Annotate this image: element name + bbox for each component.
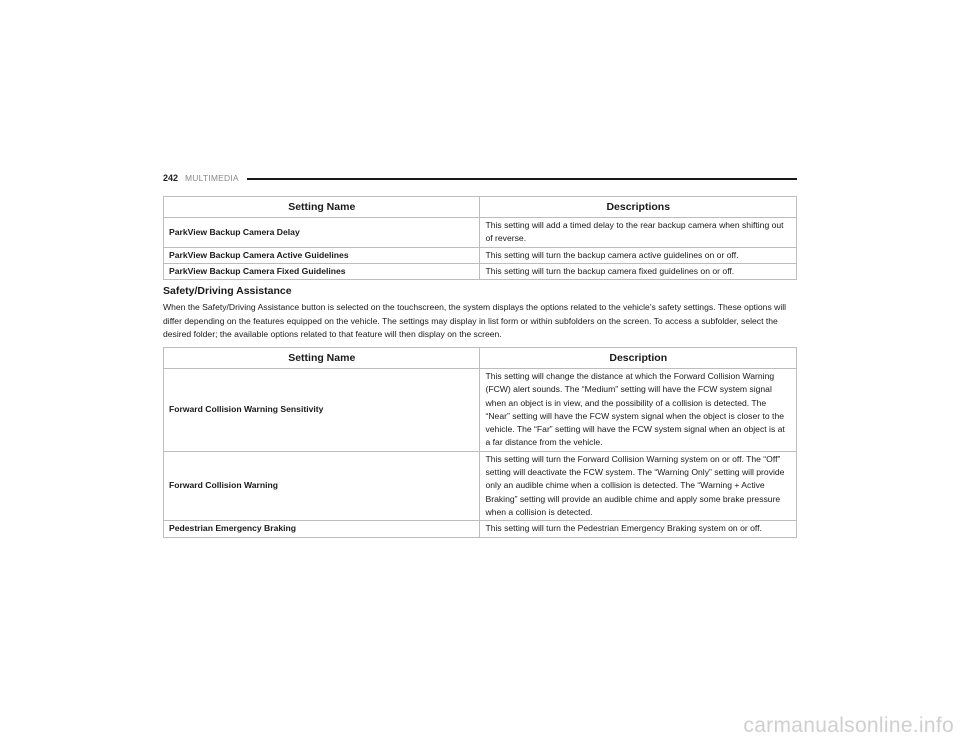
- column-header-description: Description: [480, 348, 797, 369]
- site-watermark: carmanualsonline.info: [743, 714, 954, 737]
- section-heading: Safety/Driving Assistance: [163, 285, 292, 297]
- column-header-setting-name: Setting Name: [164, 197, 480, 218]
- table-row: [164, 218, 797, 248]
- table-row: [164, 247, 797, 263]
- section-paragraph: When the Safety/Driving Assistance button is selected on the touchscreen, the system displays the options related to the vehicle’s safety settings. These options will differ depending on the features equipped on the vehicle. The settings may display in list form or within subfolders on the screen. To access a subfolder, select the desired folder; the available options related to that feature will then display on the screen.: [163, 302, 787, 339]
- setting-description-cell: This setting will change the distance at which the Forward Collision Warning (FCW) alert sounds. The “Medium” setting will have the FCW system signal when an object is in view, and the possibility of a collision is detected. The “Near” setting will have the FCW system signal when the object is closer to the vehicle. The “Far” setting will have the FCW system signal when an object is at a far distance from the vehicle.: [480, 369, 797, 452]
- column-header-descriptions: Descriptions: [480, 197, 797, 218]
- setting-description-cell: This setting will turn the backup camera fixed guidelines on or off.: [480, 263, 797, 279]
- setting-name-cell: Forward Collision Warning: [164, 451, 480, 520]
- table-row: [164, 451, 797, 520]
- setting-description-cell: This setting will turn the backup camera active guidelines on or off.: [480, 247, 797, 263]
- column-header-setting-name: Setting Name: [164, 348, 480, 369]
- setting-name-cell: Forward Collision Warning Sensitivity: [164, 369, 480, 452]
- section-name: MULTIMEDIA: [185, 173, 239, 183]
- setting-description-cell: This setting will add a timed delay to the rear backup camera when shifting out of reverse.: [480, 218, 797, 248]
- setting-name-cell: ParkView Backup Camera Delay: [164, 218, 480, 248]
- header-rule: [247, 178, 797, 180]
- table-header-row: [164, 348, 797, 369]
- setting-description-cell: This setting will turn the Forward Collision Warning system on or off. The “Off” setting will deactivate the FCW system. The “Warning Only” setting will provide only an audible chime when a collision is detected. The “Warning + Active Braking” setting will provide an audible chime and apply some brake pressure when a collision is detected.: [480, 451, 797, 520]
- page-header: [163, 173, 797, 185]
- camera-settings-table: [163, 196, 797, 280]
- table-header-row: [164, 197, 797, 218]
- table-row: [164, 369, 797, 452]
- table-row: [164, 263, 797, 279]
- setting-name-cell: ParkView Backup Camera Active Guidelines: [164, 247, 480, 263]
- setting-description-cell: This setting will turn the Pedestrian Emergency Braking system on or off.: [480, 521, 797, 537]
- table-row: [164, 521, 797, 537]
- page-number: 242: [163, 173, 179, 183]
- setting-name-cell: Pedestrian Emergency Braking: [164, 521, 480, 537]
- safety-settings-table: [163, 347, 797, 538]
- setting-name-cell: ParkView Backup Camera Fixed Guidelines: [164, 263, 480, 279]
